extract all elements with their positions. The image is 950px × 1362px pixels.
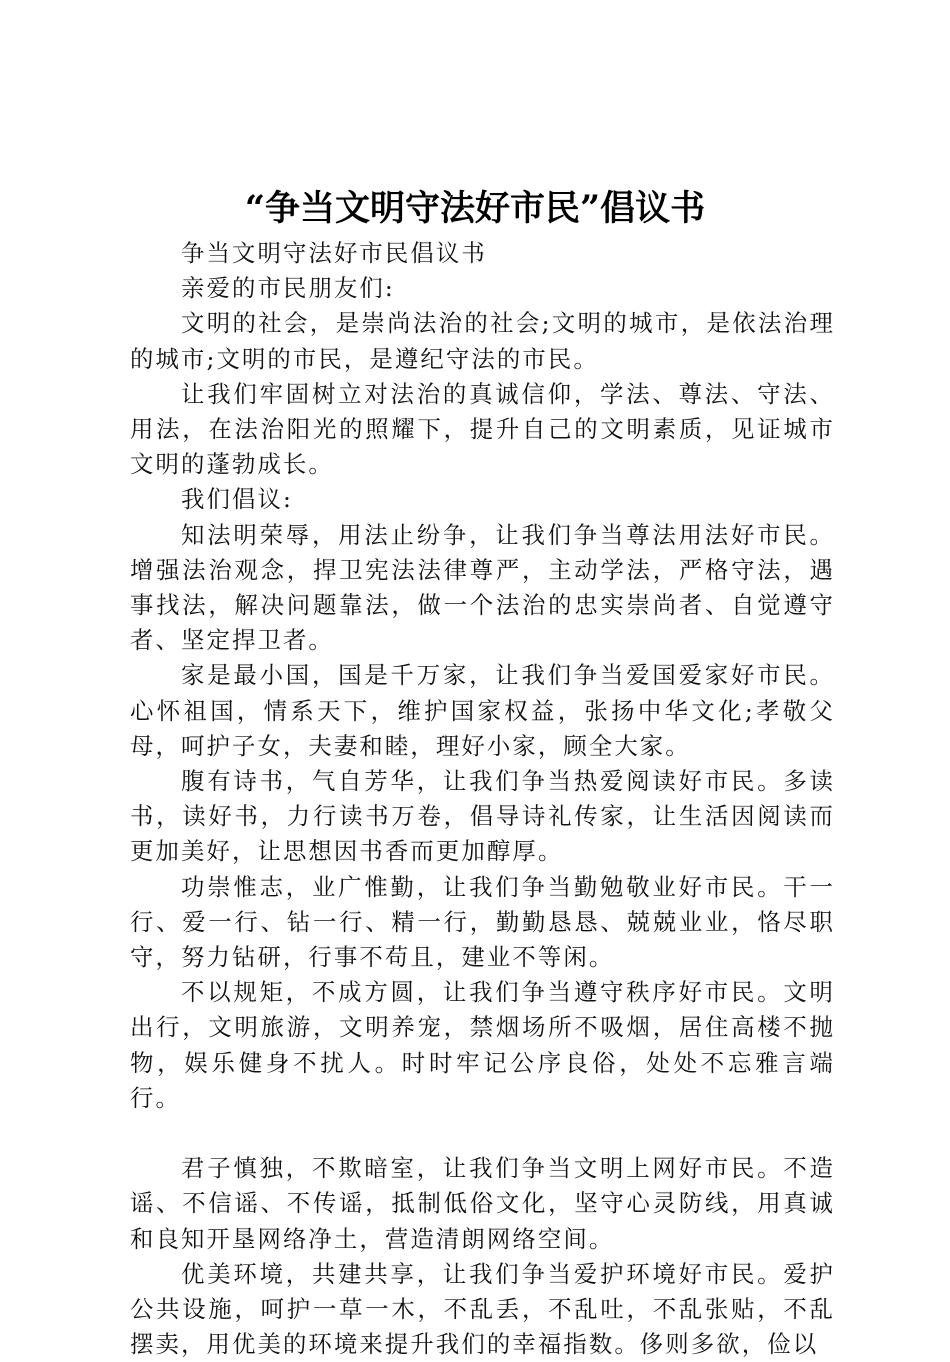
paragraph-protect-environment: 优美环境，共建共享，让我们争当爱护环境好市民。爱护公共设施，呵护一草一木，不乱丢，不乱吐，不乱张贴，不乱摆卖，用优美的环境来提升我们的幸福指数。侈则多欲，俭以 — [130, 1259, 835, 1359]
paragraph-heading-repeat: 争当文明守法好市民倡议书 — [181, 239, 487, 267]
paragraph-gap — [130, 1116, 835, 1151]
paragraph-love-country-family: 家是最小国，国是千万家，让我们争当爱国爱家好市民。心怀祖国，情系天下，维护国家权益，张扬中华文化;孝敬父母，呵护子女，夫妻和睦，理好小家，顾全大家。 — [130, 661, 835, 760]
paragraph-civilized-internet: 君子慎独，不欺暗室，让我们争当文明上网好市民。不造谣、不信谣、不传谣，抵制低俗文化，坚守心灵防线，用真诚和良知开垦网络净土，营造清朗网络空间。 — [130, 1154, 835, 1253]
paragraph-civilized-society: 文明的社会，是崇尚法治的社会;文明的城市，是依法治理的城市;文明的市民，是遵纪守法的市民。 — [130, 309, 835, 373]
document-body — [130, 236, 835, 1362]
paragraph-diligent-work: 功崇惟志，业广惟勤，让我们争当勤勉敬业好市民。干一行、爱一行、钻一行、精一行，勤勤恳恳、兢兢业业，恪尽职守，努力钻研，行事不苟且，建业不等闲。 — [130, 872, 835, 972]
paragraph-observe-order: 不以规矩，不成方圆，让我们争当遵守秩序好市民。文明出行，文明旅游，文明养宠，禁烟场所不吸烟，居住高楼不抛物，娱乐健身不扰人。时时牢记公序良俗，处处不忘雅言端行。 — [130, 978, 835, 1112]
paragraph-respect-law: 知法明荣辱，用法止纷争，让我们争当尊法用法好市民。增强法治观念，捍卫宪法法律尊严，主动学法，严格守法，遇事找法，解决问题靠法，做一个法治的忠实崇尚者、自觉遵守者、坚定捍卫者。 — [130, 520, 835, 655]
paragraph-salutation: 亲爱的市民朋友们: — [181, 274, 395, 303]
document-title: “争当文明守法好市民”倡议书 — [244, 188, 706, 229]
paragraph-love-reading: 腹有诗书，气自芳华，让我们争当热爱阅读好市民。多读书，读好书，力行读书万卷，倡导诗礼传家，让生活因阅读而更加美好，让思想因书香而更加醇厚。 — [130, 767, 835, 866]
paragraph-rule-of-law-belief: 让我们牢固树立对法治的真诚信仰，学法、尊法、守法、用法，在法治阳光的照耀下，提升自己的文明素质，见证城市文明的蓬勃成长。 — [130, 379, 835, 479]
paragraph-we-propose: 我们倡议: — [181, 485, 293, 514]
